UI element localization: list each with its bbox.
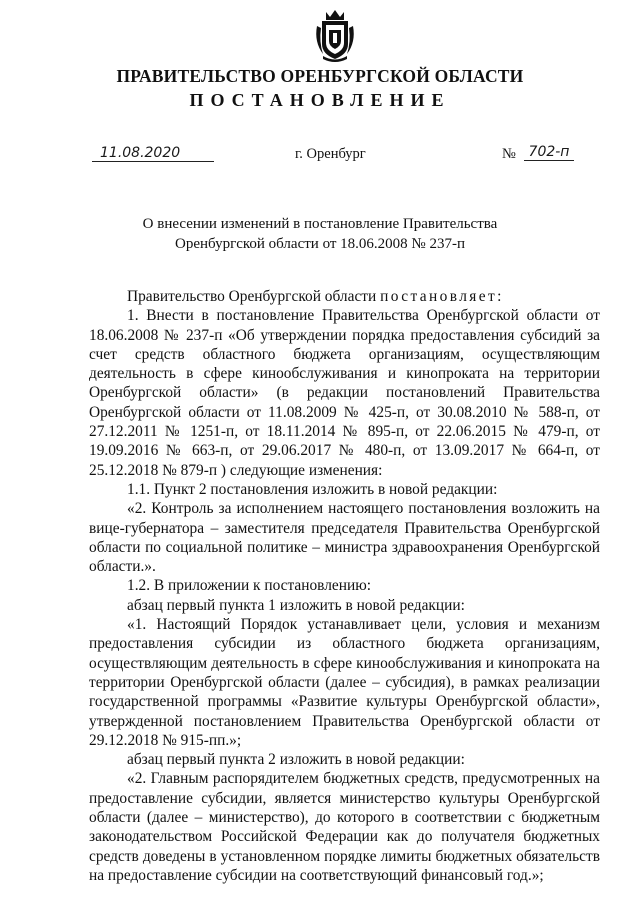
number-label: № (502, 146, 516, 162)
intro-paragraph (89, 287, 600, 306)
subject-line-1: О внесении изменений в постановление Правительства (142, 216, 498, 232)
paragraph-abzac-2: абзац первый пункта 2 изложить в новой редакции: (127, 751, 465, 769)
document-number: 702-п (524, 144, 574, 161)
paragraph-quote-2b: «2. Главным распорядителем бюджетных средств, предусмотренных на предоставление субсидии, является министерство культуры Оренбургской области (далее – министерство), до которого в соответствии с бюджетным законодательством Российской Федерации как до получателя бюджетных средств доведены в установленном порядке лимиты бюджетных обязательств на предоставление субсидии на соответствующий финансовый год.»; (89, 770, 600, 884)
paragraph-abzac-1: абзац первый пункта 1 изложить в новой редакции: (127, 596, 465, 614)
document-body (89, 287, 600, 885)
document-subject (0, 214, 640, 254)
government-title: ПРАВИТЕЛЬСТВО ОРЕНБУРГСКОЙ ОБЛАСТИ (116, 66, 524, 86)
paragraph-quote-2: «2. Контроль за исполнением настоящего постановления возложить на вице-губернатора – заместителя председателя Правительства Оренбургской области по социальной политике – министра здравоохранения Оренбургской области.». (89, 500, 600, 576)
paragraph-1-2: 1.2. В приложении к постановлению: (127, 577, 371, 595)
paragraph-1-1: 1.1. Пункт 2 постановления изложить в новой редакции: (127, 480, 498, 498)
coat-of-arms-icon (313, 8, 357, 62)
intro-decree-word: постановляет: (380, 288, 504, 305)
document-date: 11.08.2020 (92, 145, 214, 162)
document-type: ПОСТАНОВЛЕНИЕ (189, 90, 451, 110)
paragraph-quote-1: «1. Настоящий Порядок устанавливает цели, условия и механизм предоставления субсидии из областного бюджета организациям, осуществляющим деятельность в сфере кинообслуживания и кинопроката на территории Оренбургской области (далее – субсидия), в рамках реализации государственной программы «Развитие культуры Оренбургской области», утвержденной постановлением Правительства Оренбургской области от 29.12.2018 № 915-пп.»; (89, 616, 600, 749)
subject-line-2: Оренбургской области от 18.06.2008 № 237-п (174, 236, 466, 252)
intro-prefix: Правительство Оренбургской области (127, 288, 377, 305)
paragraph-1: 1. Внести в постановление Правительства Оренбургской области от 18.06.2008 № 237-п «Об утверждении порядка предоставления субсидий за счет средств областного бюджета организациям, осуществляющим деятельность в сфере кинообслуживания и кинопроката на территории Оренбургской области» (в редакции постановлений Правительства Оренбургской области от 11.08.2009 № 425-п, от 30.08.2010 № 588-п, от 27.12.2011 № 1251-п, от 18.11.2014 № 895-п, от 22.06.2015 № 479-п, от 19.09.2016 № 663-п, от 29.06.2017 № 480-п, от 13.09.2017 № 664-п, от 25.12.2018 № 879-п ) следующие изменения: (89, 307, 600, 479)
document-city: г. Оренбург (295, 146, 366, 162)
